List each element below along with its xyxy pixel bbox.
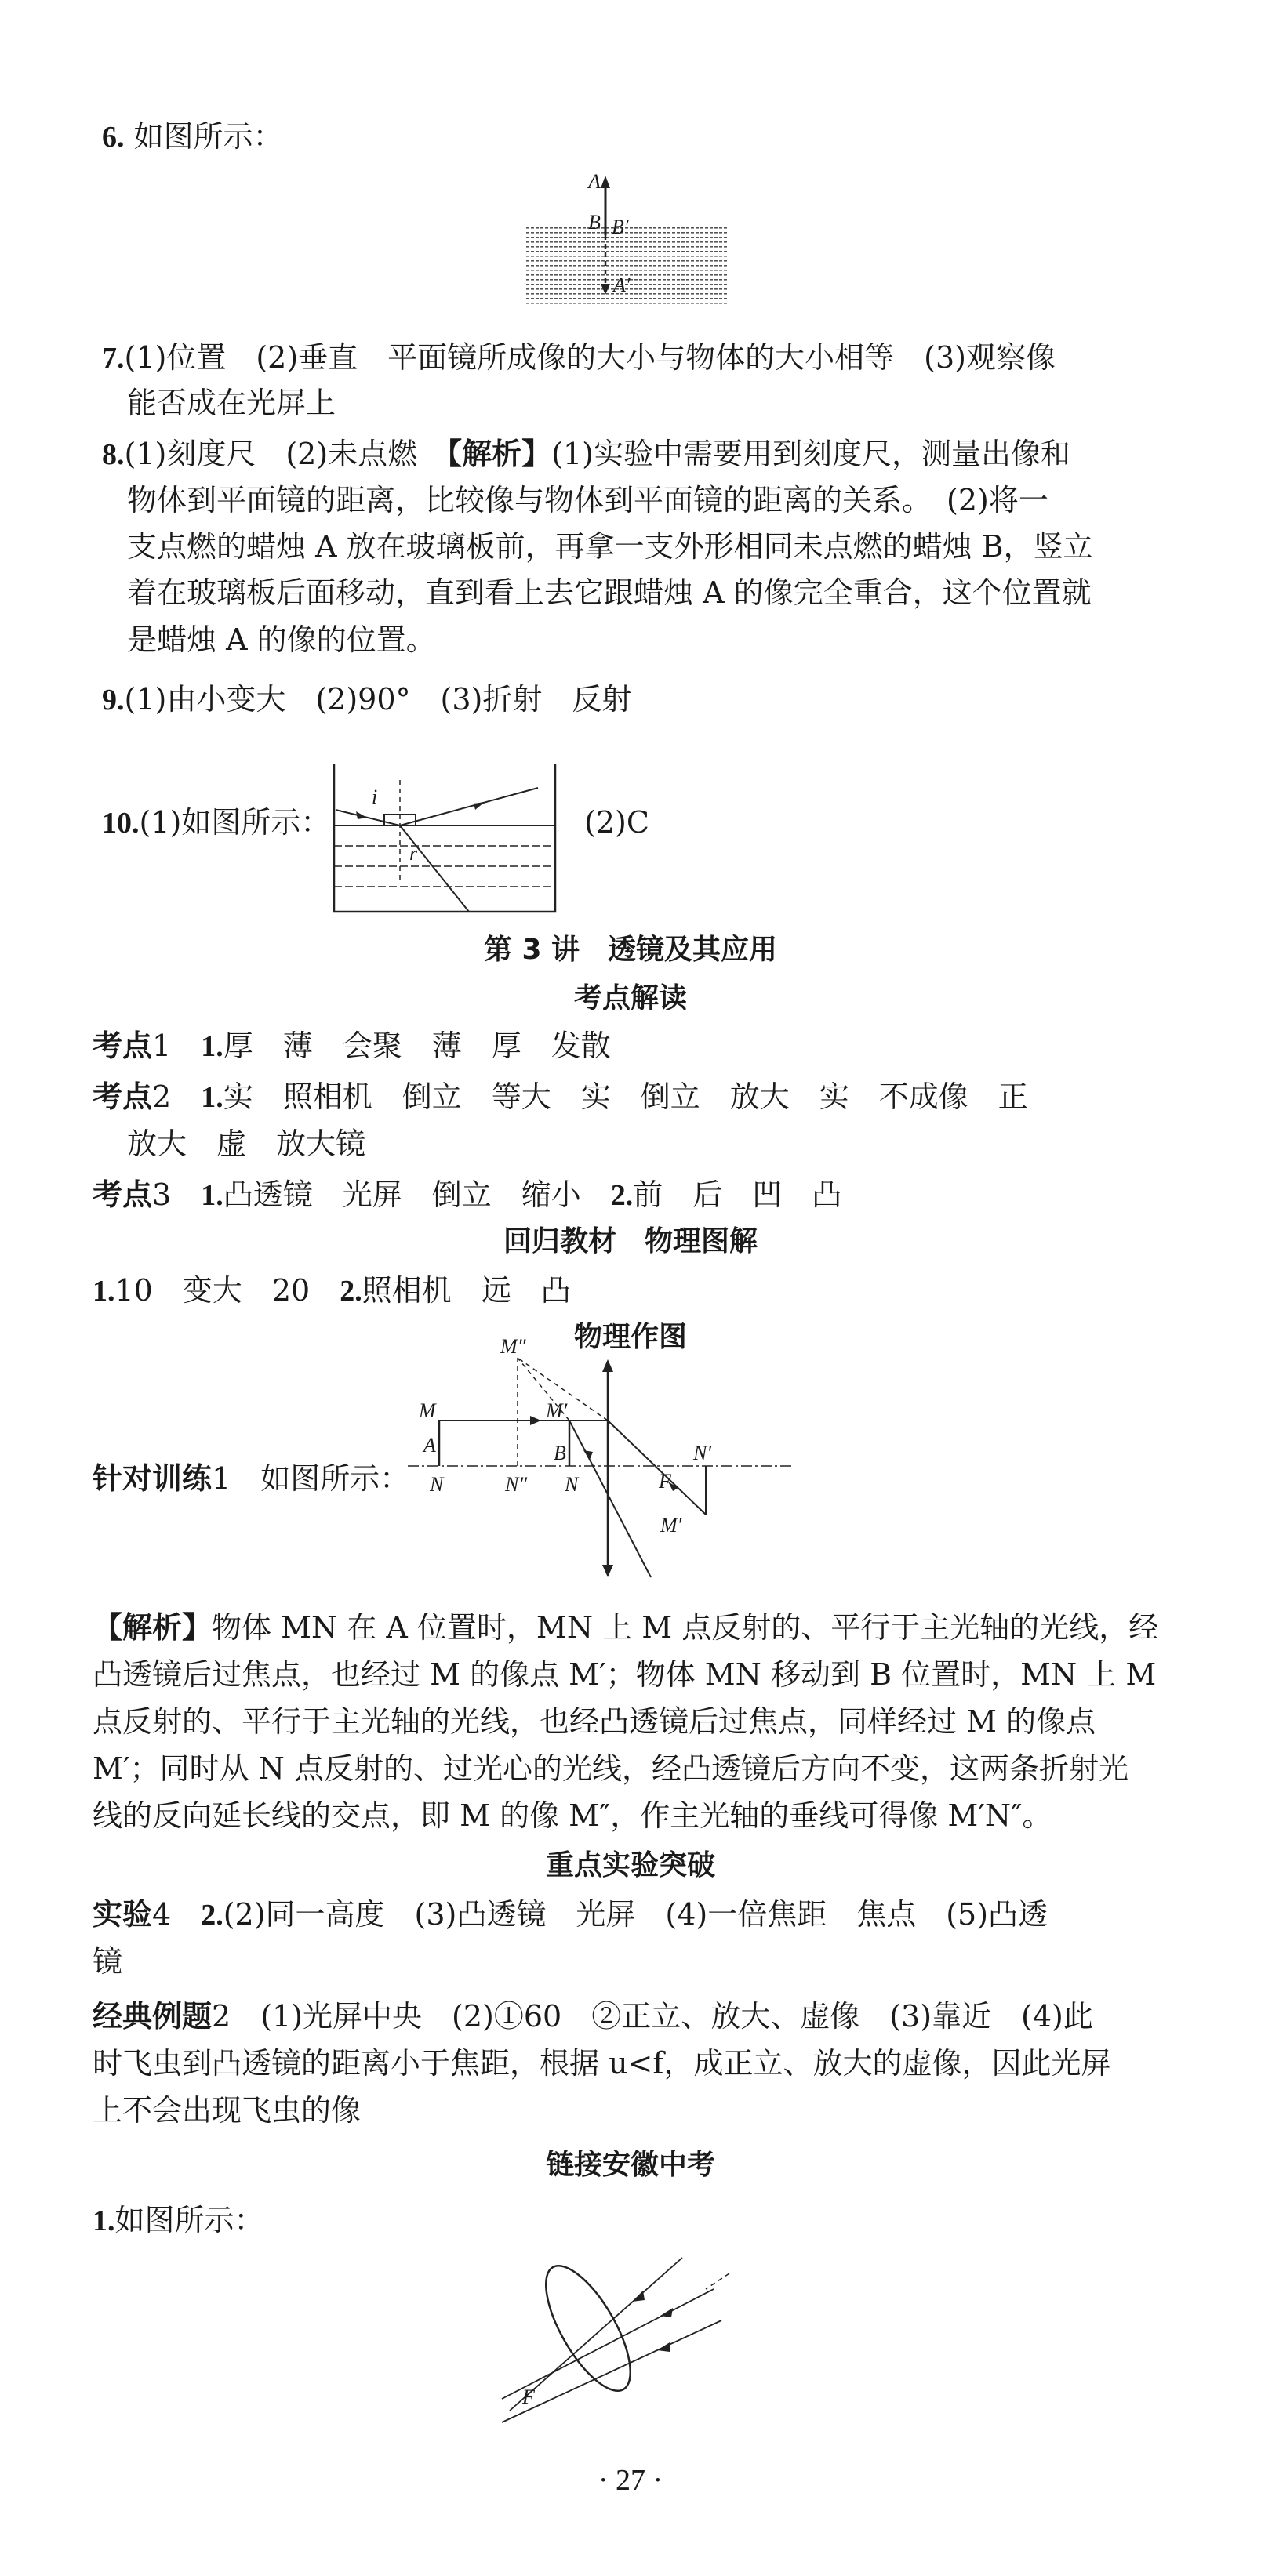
- analysis-line1: [93, 1609, 1158, 1646]
- label-A: A: [588, 170, 601, 193]
- kaodian-3-text2: 前 后 凹 凸: [633, 1177, 842, 1212]
- q8-answer: (1)刻度尺 (2)未点燃: [124, 437, 448, 471]
- q7-text: (1)位置 (2)垂直 平面镜所成像的大小与物体的大小相等 (3)观察像: [124, 340, 1056, 375]
- label-N-2: N: [565, 1473, 579, 1496]
- label-r: r: [409, 842, 418, 865]
- kaodian-3-num1: 1.: [201, 1179, 223, 1212]
- kaodian-1-text: 厚 薄 会聚 薄 厚 发散: [223, 1029, 611, 1063]
- kaodian-2: [93, 1078, 1028, 1116]
- q8-number: 8.: [102, 438, 125, 471]
- q8-line2: 物体到平面镜的距离，比较像与物体到平面镜的距离的关系。 (2)将一: [127, 483, 1048, 517]
- label-N-prime: N′: [693, 1442, 712, 1464]
- q9-number: 9.: [102, 684, 125, 717]
- q10-number: 10.: [102, 807, 140, 840]
- container: [334, 764, 555, 912]
- ray-1: [510, 2258, 682, 2411]
- label-B: B: [554, 1442, 566, 1464]
- training-tag: 针对训练: [93, 1461, 213, 1496]
- subheading-zuotu: 物理作图: [573, 1321, 687, 1353]
- huigui-answers: [93, 1272, 571, 1310]
- q6-number: 6.: [102, 121, 125, 154]
- example-line3: 上不会出现飞虫的像: [93, 2093, 362, 2128]
- huigui-text1: 10 变大 20: [114, 1273, 311, 1308]
- lianjie-1: [93, 2201, 264, 2240]
- label-M-prime: M′: [546, 1399, 568, 1422]
- kaodian-3-text1: 凸透镜 光屏 倒立 缩小: [223, 1177, 581, 1212]
- q7-number: 7.: [102, 342, 125, 375]
- label-B: B: [588, 211, 601, 234]
- analysis-line5: 线的反向延长线的交点，即 M 的像 M″，作主光轴的垂线可得像 M′N″。: [93, 1798, 1052, 1833]
- label-F: F: [522, 2386, 535, 2408]
- label-F: F: [659, 1470, 671, 1493]
- label-A: A: [423, 1434, 436, 1457]
- experiment-num: 2.: [201, 1899, 223, 1932]
- convex-lens: [530, 2254, 647, 2403]
- kaodian-1-num: 1.: [201, 1030, 223, 1063]
- ray-arrow-3: [657, 2342, 670, 2352]
- subheading-lianjie: 链接安徽中考: [545, 2149, 715, 2181]
- huigui-num2: 2.: [340, 1275, 362, 1308]
- refracted-ray-1: [608, 1420, 706, 1515]
- example-line2: 时飞虫到凸透镜的距离小于焦距，根据 u<f，成正立、放大的虚像，因此光屏: [93, 2046, 1111, 2081]
- q7: [102, 339, 1056, 377]
- label-M: M: [419, 1399, 436, 1422]
- q8-analysis-tag: 【解析】: [447, 437, 552, 471]
- label-A-prime: A′: [613, 274, 630, 296]
- focus-diagram: [478, 2242, 737, 2430]
- kaodian-2-num: 1.: [201, 1081, 223, 1114]
- analysis-line2: 凸透镜后过焦点，也经过 M 的像点 M′；物体 MN 移动到 B 位置时，MN 上 M: [93, 1657, 1157, 1692]
- label-M-prime-2: M′: [660, 1514, 682, 1537]
- ray-2: [502, 2289, 714, 2399]
- lianjie-num: 1.: [93, 2204, 115, 2237]
- q9-text: (1)由小变大 (2)90° (3)折射 反射: [124, 682, 632, 717]
- subheading-huigui: 回归教材 物理图解: [503, 1225, 758, 1257]
- example-2: [93, 1997, 1093, 2035]
- reflected-ray: [400, 788, 538, 825]
- experiment-4: [93, 1896, 1048, 1934]
- huigui-num1: 1.: [93, 1275, 115, 1308]
- subheading-kaodian: 考点解读: [573, 982, 687, 1014]
- lens-top-arrow: [602, 1359, 613, 1372]
- example-tag: 经典例题: [93, 1999, 213, 2034]
- analysis-text1: 物体 MN 在 A 位置时，MN 上 M 点反射的、平行于主光轴的光线，经: [212, 1610, 1159, 1645]
- analysis-tag: 【解析】: [93, 1610, 213, 1645]
- section-title: 第 3 讲 透镜及其应用: [483, 934, 778, 966]
- kaodian-3-tag: 考点: [93, 1177, 153, 1212]
- example-n: 2: [212, 1999, 231, 2034]
- lens-bottom-arrow: [602, 1565, 613, 1577]
- q8-line5: 是蜡烛 A 的像的位置。: [127, 622, 436, 657]
- arrow-head: [601, 176, 610, 188]
- experiment-n: 4: [152, 1897, 172, 1932]
- q6: [102, 118, 283, 156]
- q10: [102, 804, 330, 842]
- training-text: 如图所示：: [260, 1461, 410, 1496]
- kaodian-1-tag: 考点: [93, 1029, 153, 1063]
- ray-arrow-1: [632, 2291, 645, 2302]
- page-number: · 27 ·: [598, 2464, 663, 2497]
- label-B-prime: B′: [612, 216, 629, 238]
- label-i: i: [372, 785, 378, 808]
- kaodian-2-text: 实 照相机 倒立 等大 实 倒立 放大 实 不成像 正: [223, 1079, 1028, 1114]
- subheading-shiyan: 重点实验突破: [545, 1849, 715, 1881]
- q8: [102, 435, 1070, 473]
- kaodian-3-num2: 2.: [610, 1179, 634, 1212]
- kaodian-3-n: 3: [152, 1177, 172, 1212]
- q6-text: 如图所示：: [133, 119, 283, 154]
- label-M-double: M″: [500, 1335, 526, 1358]
- experiment-line2: 镜: [93, 1944, 123, 1979]
- q10-part2: (2)C: [584, 805, 649, 840]
- incident-arrow: [356, 811, 367, 819]
- kaodian-3: [93, 1176, 841, 1214]
- kaodian-2-line2: 放大 虚 放大镜: [127, 1127, 366, 1161]
- lianjie-text: 如图所示：: [114, 2203, 264, 2237]
- ray-arrow-2: [660, 2308, 673, 2317]
- label-N: N: [430, 1473, 444, 1496]
- q8-line3: 支点燃的蜡烛 A 放在玻璃板前，再拿一支外形相同未点燃的蜡烛 B，竖立: [127, 529, 1093, 564]
- experiment-tag: 实验: [93, 1897, 153, 1932]
- q8-analysis: (1)实验中需要用到刻度尺，测量出像和: [551, 437, 1071, 471]
- example-text: (1)光屏中央 (2)①60 ②正立、放大、虚像 (3)靠近 (4)此: [260, 1999, 1093, 2034]
- center-ray: [569, 1420, 651, 1577]
- refraction-diagram: [328, 764, 563, 921]
- parallel-ray-arrow: [530, 1416, 541, 1425]
- q8-line4: 着在玻璃板后面移动，直到看上去它跟蜡烛 A 的像完全重合，这个位置就: [127, 575, 1092, 610]
- training-1: [93, 1460, 409, 1497]
- refracted-ray: [400, 825, 469, 912]
- reflected-arrow: [474, 802, 485, 810]
- kaodian-1-n: 1: [152, 1029, 172, 1063]
- kaodian-2-n: 2: [152, 1079, 172, 1114]
- experiment-text: (2)同一高度 (3)凸透镜 光屏 (4)一倍焦距 焦点 (5)凸透: [223, 1897, 1048, 1932]
- q7-line2: 能否成在光屏上: [127, 386, 336, 420]
- huigui-text2: 照相机 远 凸: [362, 1273, 571, 1308]
- label-N-double: N″: [505, 1473, 528, 1496]
- kaodian-1: [93, 1027, 611, 1065]
- analysis-line3: 点反射的、平行于主光轴的光线，也经凸透镜后过焦点，同样经过 M 的像点: [93, 1704, 1096, 1739]
- analysis-line4: M′；同时从 N 点反射的、过光心的光线，经凸透镜后方向不变，这两条折射光: [93, 1751, 1128, 1786]
- ray-3: [502, 2320, 721, 2422]
- q10-text: (1)如图所示：: [139, 805, 331, 840]
- kaodian-2-tag: 考点: [93, 1079, 153, 1114]
- ray-extension: [706, 2273, 729, 2289]
- q9: [102, 680, 631, 719]
- training-n: 1: [212, 1461, 231, 1496]
- plane-mirror-diagram: [502, 165, 761, 314]
